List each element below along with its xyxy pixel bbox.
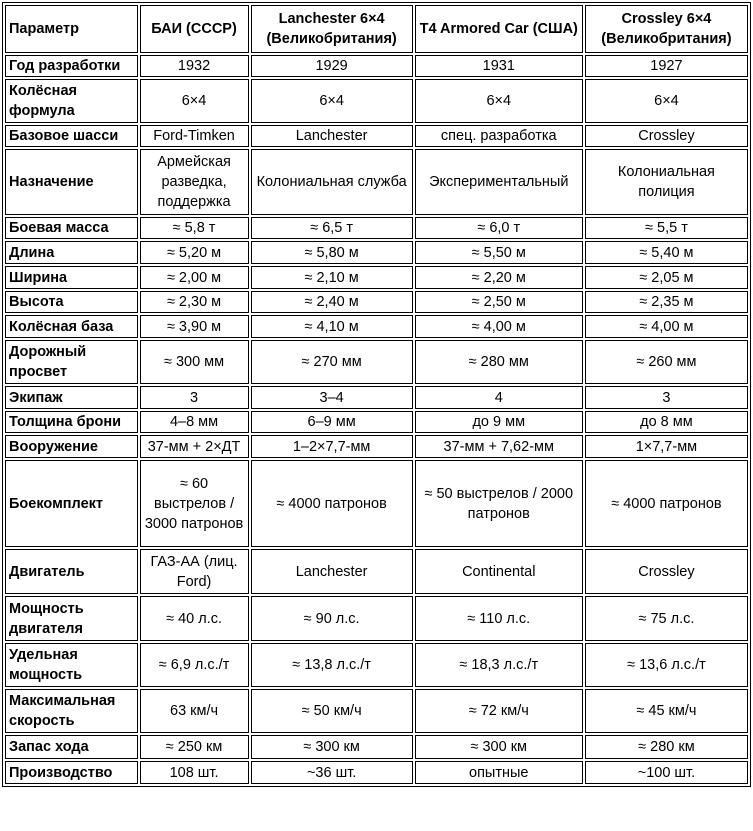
value-cell: ≈ 260 мм <box>585 340 748 384</box>
value-cell: ≈ 6,0 т <box>415 217 583 239</box>
table-row <box>5 79 748 123</box>
table-row <box>5 241 748 264</box>
value-cell: опытные <box>415 761 583 784</box>
value-cell: 37-мм + 2×ДТ <box>140 435 249 458</box>
value-cell: ГАЗ-АА (лиц. Ford) <box>140 549 249 594</box>
value-cell: Lanchester <box>251 125 413 147</box>
value-cell: ≈ 2,10 м <box>251 266 413 289</box>
table-row <box>5 643 748 687</box>
parameter-name: Удельная мощность <box>5 643 138 687</box>
header-parameter: Параметр <box>5 5 138 53</box>
value-cell: ≈ 280 мм <box>415 340 583 384</box>
table-row <box>5 55 748 77</box>
table-row <box>5 125 748 147</box>
value-cell: ≈ 60 выстрелов / 3000 патронов <box>140 460 249 547</box>
value-cell: Continental <box>415 549 583 594</box>
parameter-name: Колёсная формула <box>5 79 138 123</box>
value-cell: ~36 шт. <box>251 761 413 784</box>
value-cell: Lanchester <box>251 549 413 594</box>
value-cell: ≈ 90 л.с. <box>251 596 413 641</box>
parameter-name: Мощность двигателя <box>5 596 138 641</box>
value-cell: ≈ 45 км/ч <box>585 689 748 733</box>
value-cell: 6×4 <box>251 79 413 123</box>
parameter-name: Ширина <box>5 266 138 289</box>
parameter-name: Толщина брони <box>5 411 138 433</box>
table-row <box>5 460 748 547</box>
parameter-name: Запас хода <box>5 735 138 759</box>
table-row <box>5 735 748 759</box>
table-row <box>5 596 748 641</box>
value-cell: ≈ 300 км <box>251 735 413 759</box>
value-cell: 1–2×7,7-мм <box>251 435 413 458</box>
value-cell: ≈ 3,90 м <box>140 315 249 338</box>
value-cell: 3 <box>585 386 748 409</box>
table-row <box>5 435 748 458</box>
value-cell: 1929 <box>251 55 413 77</box>
value-cell: Crossley <box>585 125 748 147</box>
value-cell: Crossley <box>585 549 748 594</box>
table-row <box>5 340 748 384</box>
value-cell: ≈ 270 мм <box>251 340 413 384</box>
value-cell: 6×4 <box>140 79 249 123</box>
header-row <box>5 5 748 53</box>
parameter-name: Экипаж <box>5 386 138 409</box>
value-cell: 63 км/ч <box>140 689 249 733</box>
value-cell: ≈ 5,5 т <box>585 217 748 239</box>
value-cell: ≈ 250 км <box>140 735 249 759</box>
value-cell: ≈ 4,10 м <box>251 315 413 338</box>
value-cell: 1927 <box>585 55 748 77</box>
value-cell: 6×4 <box>415 79 583 123</box>
value-cell: ≈ 300 мм <box>140 340 249 384</box>
value-cell: ≈ 13,6 л.с./т <box>585 643 748 687</box>
parameter-name: Назначение <box>5 149 138 215</box>
header-vehicle: Lanchester 6×4 (Великобритания) <box>251 5 413 53</box>
value-cell: Ford-Timken <box>140 125 249 147</box>
table-row <box>5 266 748 289</box>
header-vehicle: БАИ (СССР) <box>140 5 249 53</box>
value-cell: 37-мм + 7,62-мм <box>415 435 583 458</box>
value-cell: ≈ 280 км <box>585 735 748 759</box>
value-cell: ≈ 6,9 л.с./т <box>140 643 249 687</box>
parameter-name: Год разработки <box>5 55 138 77</box>
parameter-name: Колёсная база <box>5 315 138 338</box>
value-cell: 6–9 мм <box>251 411 413 433</box>
value-cell: ≈ 5,80 м <box>251 241 413 264</box>
value-cell: ≈ 4,00 м <box>415 315 583 338</box>
value-cell: 3–4 <box>251 386 413 409</box>
value-cell: ≈ 2,05 м <box>585 266 748 289</box>
parameter-name: Высота <box>5 291 138 313</box>
value-cell: ≈ 4000 патронов <box>585 460 748 547</box>
parameter-name: Длина <box>5 241 138 264</box>
value-cell: Армейская разведка, поддержка <box>140 149 249 215</box>
value-cell: ≈ 5,20 м <box>140 241 249 264</box>
table-row <box>5 689 748 733</box>
parameter-name: Боевая масса <box>5 217 138 239</box>
parameter-name: Базовое шасси <box>5 125 138 147</box>
value-cell: ≈ 72 км/ч <box>415 689 583 733</box>
parameter-name: Дорожный просвет <box>5 340 138 384</box>
table-row <box>5 386 748 409</box>
value-cell: ≈ 110 л.с. <box>415 596 583 641</box>
table-row <box>5 217 748 239</box>
value-cell: ≈ 2,30 м <box>140 291 249 313</box>
parameter-name: Двигатель <box>5 549 138 594</box>
header-vehicle: Crossley 6×4 (Великобритания) <box>585 5 748 53</box>
value-cell: ≈ 13,8 л.с./т <box>251 643 413 687</box>
value-cell: ≈ 18,3 л.с./т <box>415 643 583 687</box>
value-cell: ≈ 4,00 м <box>585 315 748 338</box>
value-cell: ≈ 5,8 т <box>140 217 249 239</box>
value-cell: ≈ 2,35 м <box>585 291 748 313</box>
value-cell: 1×7,7-мм <box>585 435 748 458</box>
header-vehicle: T4 Armored Car (США) <box>415 5 583 53</box>
value-cell: ≈ 300 км <box>415 735 583 759</box>
value-cell: ≈ 2,20 м <box>415 266 583 289</box>
value-cell: ≈ 2,40 м <box>251 291 413 313</box>
value-cell: 1931 <box>415 55 583 77</box>
table-row <box>5 549 748 594</box>
value-cell: ≈ 6,5 т <box>251 217 413 239</box>
table-row <box>5 315 748 338</box>
comparison-table <box>2 2 751 787</box>
value-cell: ≈ 50 км/ч <box>251 689 413 733</box>
value-cell: ≈ 5,50 м <box>415 241 583 264</box>
value-cell: ≈ 40 л.с. <box>140 596 249 641</box>
value-cell: 4 <box>415 386 583 409</box>
parameter-name: Вооружение <box>5 435 138 458</box>
value-cell: до 9 мм <box>415 411 583 433</box>
value-cell: Колониальная служба <box>251 149 413 215</box>
value-cell: ~100 шт. <box>585 761 748 784</box>
value-cell: 6×4 <box>585 79 748 123</box>
value-cell: Экспериментальный <box>415 149 583 215</box>
parameter-name: Боекомплект <box>5 460 138 547</box>
value-cell: Колониальная полиция <box>585 149 748 215</box>
value-cell: спец. разработка <box>415 125 583 147</box>
parameter-name: Максимальная скорость <box>5 689 138 733</box>
table-row <box>5 761 748 784</box>
value-cell: ≈ 75 л.с. <box>585 596 748 641</box>
value-cell: ≈ 2,00 м <box>140 266 249 289</box>
value-cell: ≈ 50 выстрелов / 2000 патронов <box>415 460 583 547</box>
value-cell: 3 <box>140 386 249 409</box>
table-row <box>5 149 748 215</box>
parameter-name: Производство <box>5 761 138 784</box>
value-cell: 1932 <box>140 55 249 77</box>
value-cell: до 8 мм <box>585 411 748 433</box>
value-cell: 108 шт. <box>140 761 249 784</box>
table-row <box>5 411 748 433</box>
table-row <box>5 291 748 313</box>
value-cell: ≈ 4000 патронов <box>251 460 413 547</box>
value-cell: ≈ 5,40 м <box>585 241 748 264</box>
value-cell: ≈ 2,50 м <box>415 291 583 313</box>
value-cell: 4–8 мм <box>140 411 249 433</box>
